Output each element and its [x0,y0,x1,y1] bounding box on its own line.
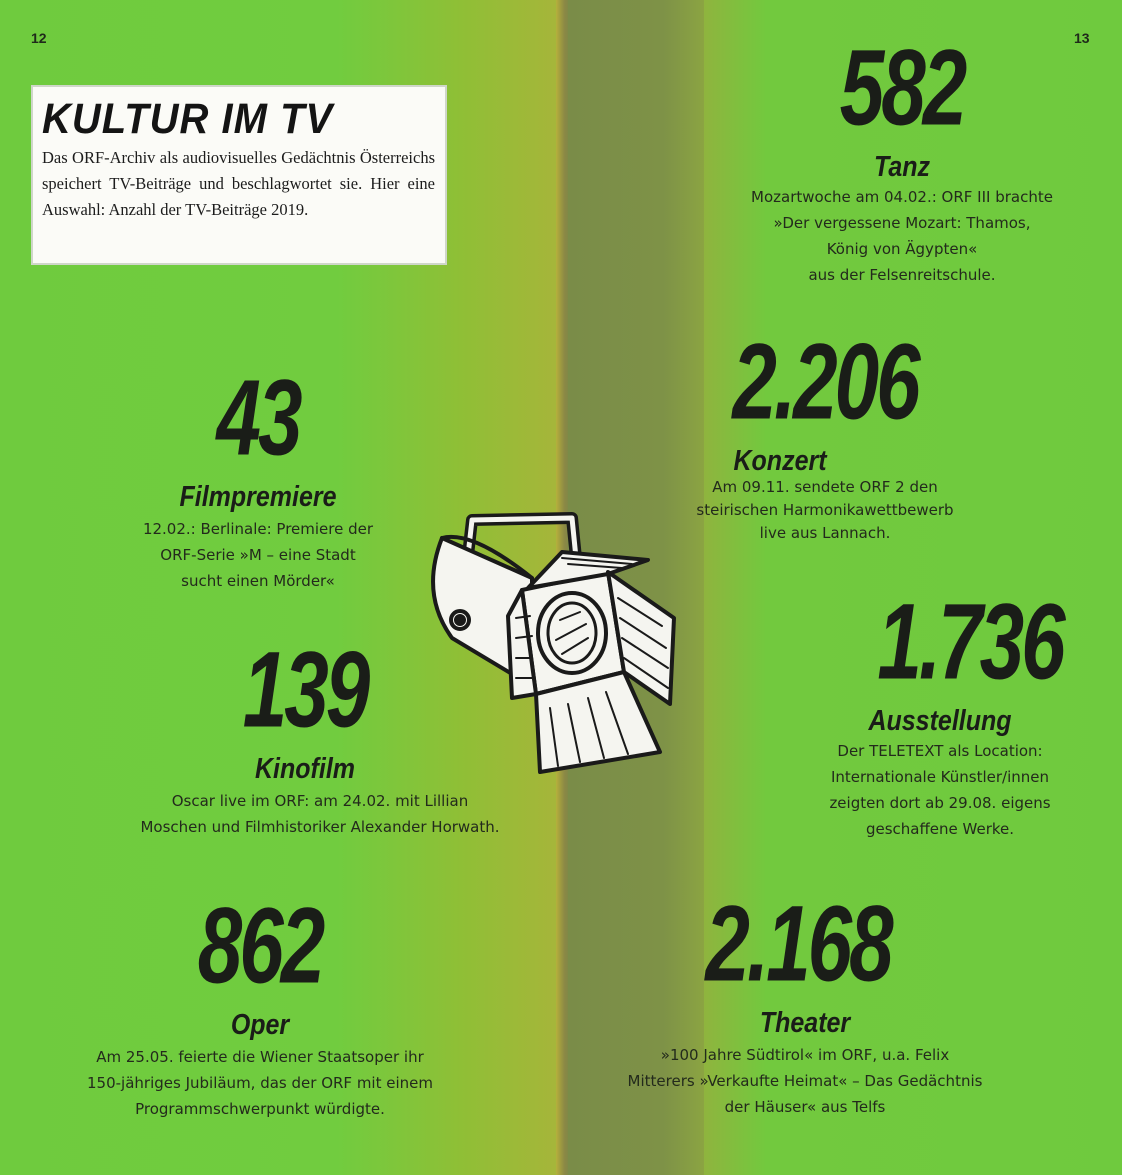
stat-ausstellung [770,581,1110,842]
stat-description: Oscar live im ORF: am 24.02. mit Lillian Moschen und Filmhistoriker Alexander Horwath. [140,792,500,836]
intro-box [31,85,447,265]
stat-oper [20,885,500,1122]
page-number-left: 12 [31,30,47,46]
stat-description: Am 25.05. feierte die Wiener Staatsoper ihr 150-jähriges Jubiläum, das der ORF mit einem Programmschwerpunkt würdigte. [87,1048,433,1118]
stat-number: 43 [216,357,300,478]
stat-theater [590,883,1020,1120]
stat-filmpremiere [70,357,446,594]
stat-category: Filmpremiere [179,480,337,514]
stat-category: Theater [759,1006,851,1040]
stat-description: »100 Jahre Südtirol« im ORF, u.a. Felix Mitterers »Verkaufte Heimat« – Das Gedächtnis der Häuser« aus Telfs [627,1046,983,1116]
stat-number: 862 [197,885,323,1006]
page-title: KULTUR IM TV [42,96,334,143]
stat-description: Am 09.11. sendete ORF 2 den steirischen Harmonikawettbewerb live aus Lannach. [696,478,954,542]
stat-description: 12.02.: Berlinale: Premiere der ORF-Serie »M – eine Stadt sucht einen Mörder« [142,520,374,590]
stat-description: Der TELETEXT als Location: Internationale Künstler/innen zeigten dort ab 29.08. eigens geschaffene Werke. [829,742,1051,838]
stat-number: 2.206 [732,321,918,442]
page-number-right: 13 [1074,30,1090,46]
stat-category: Oper [230,1008,290,1042]
stat-category: Ausstellung [868,704,1012,738]
intro-text: Das ORF-Archiv als audiovisuelles Gedächtnis Österreichs speichert TV-Beiträge und beschlagwortet sie. Hier eine Auswahl: Anzahl der TV-Beiträge 2019. [42,148,435,219]
stat-category: Konzert [733,444,827,478]
stat-number: 2.168 [705,883,891,1004]
stat-number: 139 [242,629,368,750]
stat-number: 582 [839,27,965,148]
stat-description: Mozartwoche am 04.02.: ORF III brachte »Der vergessene Mozart: Thamos, König von Ägypten« aus der Felsenreitschule. [751,188,1053,284]
stage-spotlight-icon [412,508,712,788]
stat-category: Kinofilm [255,752,355,786]
stat-number: 1.736 [877,581,1063,702]
stat-category: Tanz [873,150,931,184]
